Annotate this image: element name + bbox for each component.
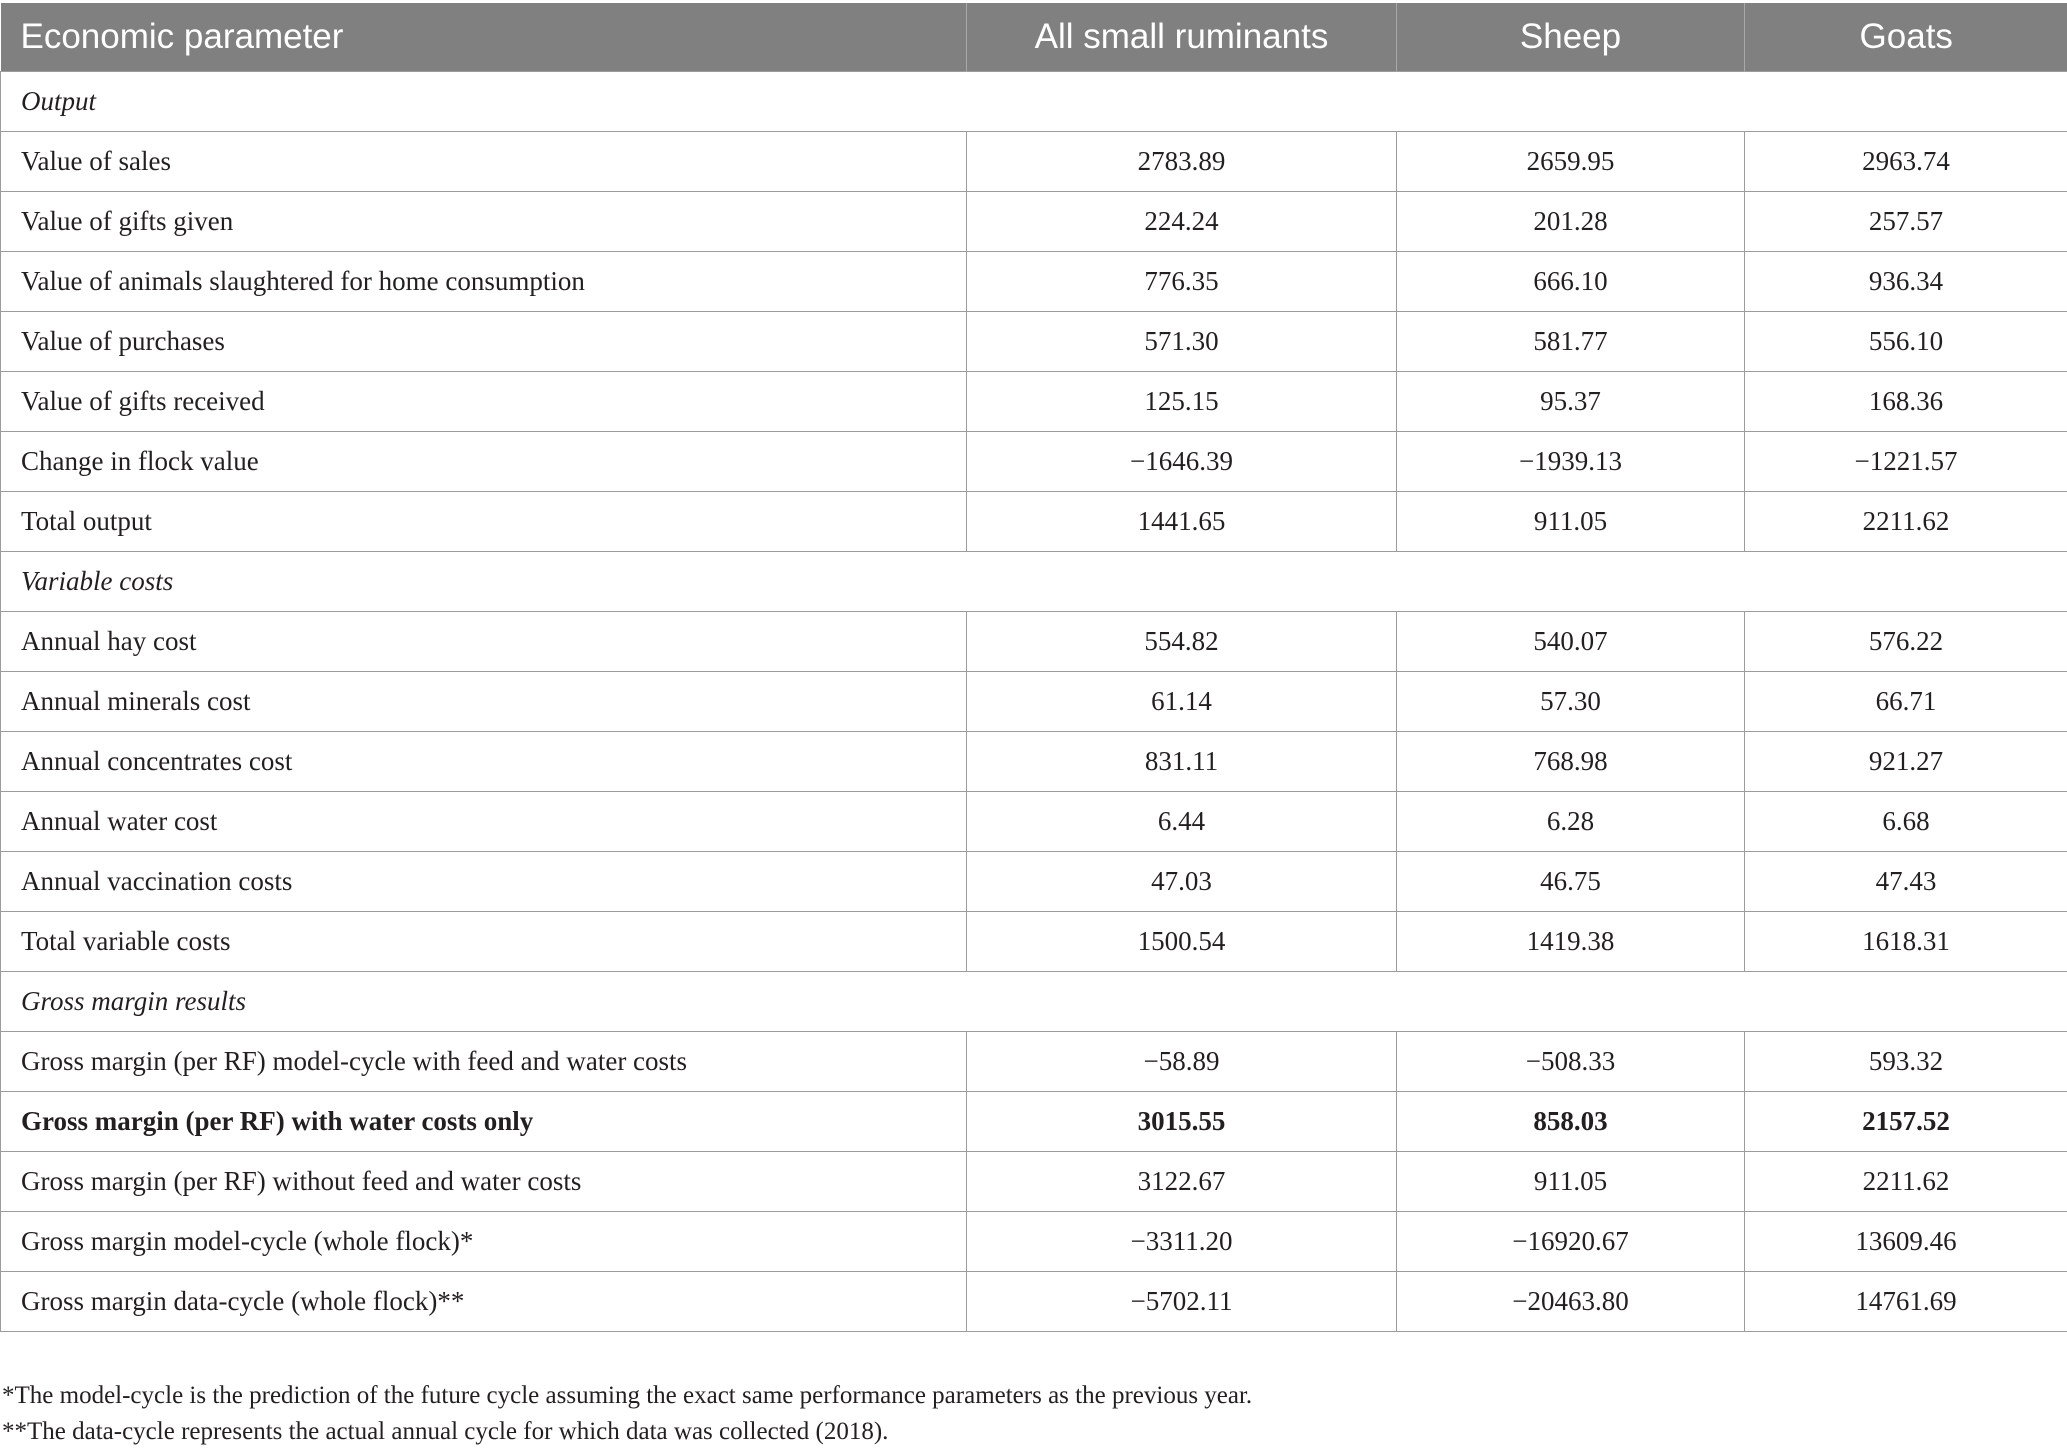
row-label: Annual hay cost	[1, 612, 967, 672]
table-row	[1, 1032, 2067, 1092]
header-sheep: Sheep	[1397, 3, 1745, 72]
cell-goats: 168.36	[1745, 372, 2067, 432]
cell-all-small-ruminants: 6.44	[967, 792, 1397, 852]
table-row	[1, 672, 2067, 732]
row-label: Value of animals slaughtered for home consumption	[1, 252, 967, 312]
cell-goats: 1618.31	[1745, 912, 2067, 972]
cell-goats: 936.34	[1745, 252, 2067, 312]
footnotes	[2, 1378, 1252, 1450]
row-label: Total output	[1, 492, 967, 552]
header-economic-parameter: Economic parameter	[1, 3, 967, 72]
cell-sheep: 911.05	[1397, 492, 1745, 552]
cell-sheep: −16920.67	[1397, 1212, 1745, 1272]
table-body	[1, 72, 2067, 1332]
row-label: Value of gifts received	[1, 372, 967, 432]
row-label: Annual vaccination costs	[1, 852, 967, 912]
table-row	[1, 372, 2067, 432]
cell-sheep: 666.10	[1397, 252, 1745, 312]
section-row	[1, 72, 2067, 132]
cell-sheep: 6.28	[1397, 792, 1745, 852]
row-label: Gross margin (per RF) with water costs only	[1, 1092, 967, 1152]
cell-all-small-ruminants: 1500.54	[967, 912, 1397, 972]
table-row	[1, 732, 2067, 792]
cell-goats: 14761.69	[1745, 1272, 2067, 1332]
cell-goats: 2211.62	[1745, 492, 2067, 552]
table-row	[1, 912, 2067, 972]
economic-parameters-table	[0, 3, 2067, 1332]
cell-sheep: −1939.13	[1397, 432, 1745, 492]
table-row	[1, 1272, 2067, 1332]
cell-goats: 13609.46	[1745, 1212, 2067, 1272]
cell-sheep: −20463.80	[1397, 1272, 1745, 1332]
cell-goats: 2211.62	[1745, 1152, 2067, 1212]
cell-sheep: 1419.38	[1397, 912, 1745, 972]
footnote-data-cycle: **The data-cycle represents the actual annual cycle for which data was collected (2018).	[2, 1418, 889, 1445]
table-row	[1, 312, 2067, 372]
row-label: Change in flock value	[1, 432, 967, 492]
table-row	[1, 252, 2067, 312]
cell-all-small-ruminants: −5702.11	[967, 1272, 1397, 1332]
cell-goats: 921.27	[1745, 732, 2067, 792]
section-label: Output	[1, 72, 2067, 132]
cell-sheep: 911.05	[1397, 1152, 1745, 1212]
cell-goats: 2157.52	[1745, 1092, 2067, 1152]
cell-sheep: 46.75	[1397, 852, 1745, 912]
cell-goats: 6.68	[1745, 792, 2067, 852]
section-row	[1, 552, 2067, 612]
cell-all-small-ruminants: 831.11	[967, 732, 1397, 792]
table-row	[1, 792, 2067, 852]
cell-all-small-ruminants: 3015.55	[967, 1092, 1397, 1152]
table-row	[1, 432, 2067, 492]
cell-all-small-ruminants: 1441.65	[967, 492, 1397, 552]
table-row	[1, 852, 2067, 912]
cell-all-small-ruminants: 224.24	[967, 192, 1397, 252]
table-header	[1, 3, 2067, 72]
cell-sheep: 2659.95	[1397, 132, 1745, 192]
header-all-small-ruminants: All small ruminants	[967, 3, 1397, 72]
row-label: Total variable costs	[1, 912, 967, 972]
section-row	[1, 972, 2067, 1032]
table-row	[1, 192, 2067, 252]
header-goats: Goats	[1745, 3, 2067, 72]
row-label: Value of purchases	[1, 312, 967, 372]
cell-all-small-ruminants: 47.03	[967, 852, 1397, 912]
cell-goats: 576.22	[1745, 612, 2067, 672]
cell-all-small-ruminants: 3122.67	[967, 1152, 1397, 1212]
row-label: Value of sales	[1, 132, 967, 192]
row-label: Gross margin model-cycle (whole flock)*	[1, 1212, 967, 1272]
row-label: Value of gifts given	[1, 192, 967, 252]
cell-all-small-ruminants: 61.14	[967, 672, 1397, 732]
cell-all-small-ruminants: −3311.20	[967, 1212, 1397, 1272]
header-row	[1, 3, 2067, 72]
cell-goats: 2963.74	[1745, 132, 2067, 192]
row-label: Gross margin (per RF) model-cycle with feed and water costs	[1, 1032, 967, 1092]
row-label: Gross margin (per RF) without feed and water costs	[1, 1152, 967, 1212]
cell-all-small-ruminants: 2783.89	[967, 132, 1397, 192]
cell-all-small-ruminants: −58.89	[967, 1032, 1397, 1092]
cell-goats: 593.32	[1745, 1032, 2067, 1092]
cell-all-small-ruminants: −1646.39	[967, 432, 1397, 492]
section-label: Gross margin results	[1, 972, 2067, 1032]
row-label: Annual water cost	[1, 792, 967, 852]
cell-goats: 66.71	[1745, 672, 2067, 732]
cell-sheep: 540.07	[1397, 612, 1745, 672]
cell-sheep: 57.30	[1397, 672, 1745, 732]
row-label: Annual concentrates cost	[1, 732, 967, 792]
footnote-model-cycle: *The model-cycle is the prediction of the future cycle assuming the exact same performance parameters as the previous year.	[2, 1382, 1253, 1409]
table-row	[1, 1152, 2067, 1212]
cell-sheep: 581.77	[1397, 312, 1745, 372]
cell-sheep: 768.98	[1397, 732, 1745, 792]
cell-goats: −1221.57	[1745, 432, 2067, 492]
table-row	[1, 132, 2067, 192]
cell-sheep: −508.33	[1397, 1032, 1745, 1092]
cell-sheep: 95.37	[1397, 372, 1745, 432]
row-label: Gross margin data-cycle (whole flock)**	[1, 1272, 967, 1332]
cell-all-small-ruminants: 776.35	[967, 252, 1397, 312]
row-label: Annual minerals cost	[1, 672, 967, 732]
table-row	[1, 612, 2067, 672]
cell-goats: 47.43	[1745, 852, 2067, 912]
cell-all-small-ruminants: 571.30	[967, 312, 1397, 372]
cell-goats: 556.10	[1745, 312, 2067, 372]
table-row	[1, 1092, 2067, 1152]
table-row	[1, 1212, 2067, 1272]
cell-sheep: 858.03	[1397, 1092, 1745, 1152]
cell-sheep: 201.28	[1397, 192, 1745, 252]
cell-all-small-ruminants: 554.82	[967, 612, 1397, 672]
table-row	[1, 492, 2067, 552]
cell-all-small-ruminants: 125.15	[967, 372, 1397, 432]
cell-goats: 257.57	[1745, 192, 2067, 252]
section-label: Variable costs	[1, 552, 2067, 612]
